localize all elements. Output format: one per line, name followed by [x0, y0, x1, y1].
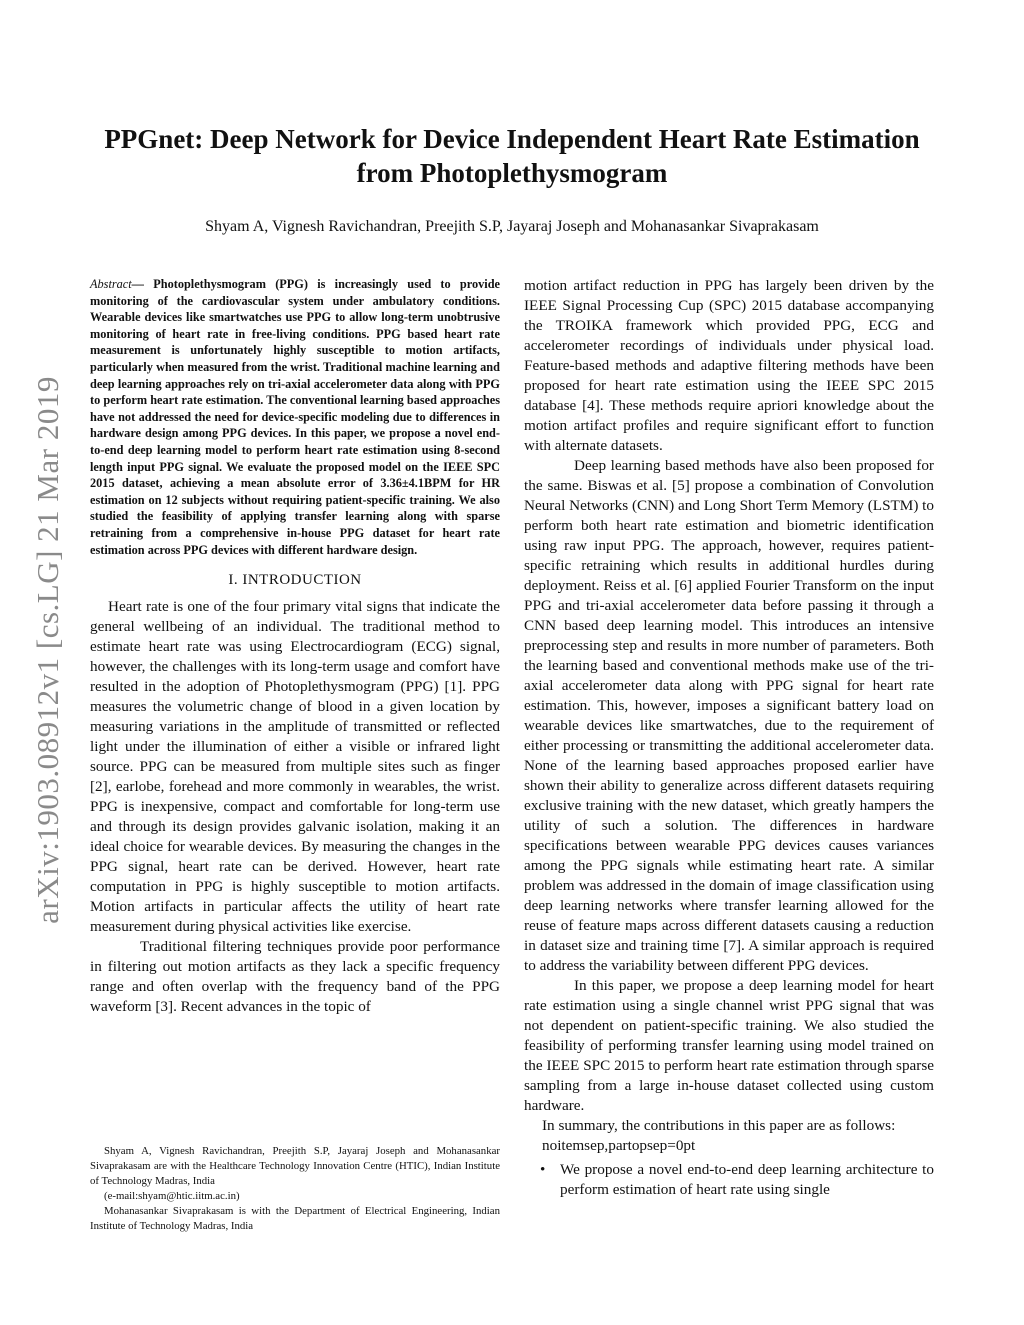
footnote-department: Mohanasankar Sivaprakasam is with the Department of Electrical Engineering, Indian Institute of Technology Madras, India [90, 1205, 500, 1232]
arxiv-identifier: arXiv:1903.08912v1 [cs.LG] 21 Mar 2019 [30, 376, 65, 924]
bullet-icon: • [540, 1161, 546, 1178]
contributions-list [524, 1160, 934, 1200]
intro-paragraph-6: noitemsep,partopsep=0pt [542, 1137, 696, 1154]
footnote [90, 1144, 500, 1234]
intro-paragraph-4: In this paper, we propose a deep learning model for heart rate estimation using a single channel wrist PPG signal that was not dependent on patient-specific training. We also studied the feasibility of performing transfer learning using model trained on the IEEE SPC 2015 to perform heart rate estimation through sparse sampling from a large in-house dataset collected using custom hardware. [524, 977, 934, 1114]
right-column [524, 276, 934, 1200]
abstract-text: — Photoplethysmogram (PPG) is increasingly used to provide monitoring of the cardiovascular system under ambulatory conditions. Wearable devices like smartwatches use PPG to allow long-term unobtrusive monitoring of heart rate in free-living conditions. PPG based heart rate measurement is unfortunately highly susceptible to motion artifacts, particularly when measured from the wrist. Traditional machine learning and deep learning approaches rely on tri-axial accelerometer data along with PPG to perform heart rate estimation. The conventional learning based approaches have not addressed the need for device-specific modeling due to differences in hardware design among PPG devices. In this paper, we propose a novel end-to-end deep learning model to perform heart rate estimation using 8-second length input PPG signal. We evaluate the proposed model on the IEEE SPC 2015 dataset, achieving a mean absolute error of 3.36±4.1BPM for HR estimation on 12 subjects without requiring patient-specific training. We also studied the feasibility of applying transfer learning along with sparse retraining from a comprehensive in-house PPG dataset for heart rate estimation across PPG devices with different hardware design. [90, 277, 500, 557]
contribution-text: We propose a novel end-to-end deep learning architecture to perform estimation of heart rate using single [560, 1161, 934, 1198]
intro-paragraph-1: Heart rate is one of the four primary vital signs that indicate the general wellbeing of an individual. The traditional method to estimate heart rate was using Electrocardiogram (ECG) signal, however, the challenges with its long-term usage and comfort have resulted in the adoption of Photoplethysmogram (PPG) [1]. PPG measures the volumetric change of blood in a given location by measuring variations in the amplitude of transmitted or reflected light under the illumination of either a visible or infrared light source. PPG can be measured from multiple sites such as finger [2], earlobe, forehead and more commonly in wearables, the wrist. PPG is inexpensive, compact and comfortable for long-term use and through its design provides galvanic isolation, making it an ideal choice for wearable devices. By measuring the changes in the PPG signal, heart rate can be derived. However, heart rate computation in PPG is highly susceptible to motion artifacts. Motion artifacts in particular affects the utility of heart rate measurement during physical activities like exercise. [90, 598, 500, 936]
intro-paragraph-3: Deep learning based methods have also been proposed for the same. Biswas et al. [5] propose a combination of Convolution Neural Networks (CNN) and Long Short Term Memory (LSTM) to perform both heart rate estimation and biometric identification using raw input PPG. The approach, however, requires patient-specific retraining which results in additional hurdles during deployment. Reiss et al. [6] applied Fourier Transform on the input PPG and tri-axial accelerometer data before passing it through a CNN based deep learning model. This introduces an intensive preprocessing step and results in more number of parameters. Both the learning based and conventional methods make use of the tri-axial accelerometer data along with PPG signal for heart rate estimation. This, however, imposes a significant battery load on wearable devices like smartwatches, due to the requirement of either processing or transmitting the additional accelerometer data. None of the learning based approaches proposed earlier have shown their ability to generalize across different datasets requiring exclusive training with the new dataset, which greatly hampers the utility of such a solution. The differences in hardware specifications between wearable PPG devices causes variances among the PPG signals while estimating heart rate. A similar problem was addressed in the domain of image classification using deep learning networks where transfer learning allowed for the reuse of feature maps across different datasets causing a reduction in dataset size and training time [7]. A similar approach is required to address the variability between different PPG devices. [524, 457, 934, 974]
list-item [524, 1160, 934, 1200]
title-line-1: PPGnet: Deep Network for Device Independent Heart Rate Estimation [104, 124, 920, 154]
intro-paragraph-2-continued: motion artifact reduction in PPG has largely been driven by the IEEE Signal Processing Cup (SPC) 2015 database accompanying the TROIKA framework which provided PPG, ECG and accelerometer recordings of individuals under physical load. Feature-based methods and adaptive filtering methods have been proposed for heart rate estimation using the IEEE SPC 2015 database [4]. These methods require apriori knowledge about the motion artifact profiles and require significant effort to function with alternate datasets. [524, 277, 934, 454]
footnote-affiliation: Shyam A, Vignesh Ravichandran, Preejith S.P, Jayaraj Joseph and Mohanasankar Sivaprakasam are with the Healthcare Technology Innovation Centre (HTIC), Indian Institute of Technology Madras, India [90, 1145, 500, 1187]
abstract-label: Abstract [90, 277, 132, 291]
abstract [90, 276, 500, 558]
section-heading-introduction: I. INTRODUCTION [228, 572, 362, 589]
title-line-2: from Photoplethysmogram [356, 158, 668, 188]
left-column [90, 276, 500, 1017]
paper-title [70, 122, 954, 190]
footnote-email: (e-mail:shyam@htic.iitm.ac.in) [104, 1190, 240, 1202]
author-list: Shyam A, Vignesh Ravichandran, Preejith S.P, Jayaraj Joseph and Mohanasankar Sivaprakasam [205, 218, 819, 235]
intro-paragraph-5: In summary, the contributions in this paper are as follows: [542, 1117, 896, 1134]
intro-paragraph-2: Traditional filtering techniques provide poor performance in filtering out motion artifacts as they lack a specific frequency range and often overlap with the frequency band of the PPG waveform [3]. Recent advances in the topic of [90, 938, 500, 1016]
